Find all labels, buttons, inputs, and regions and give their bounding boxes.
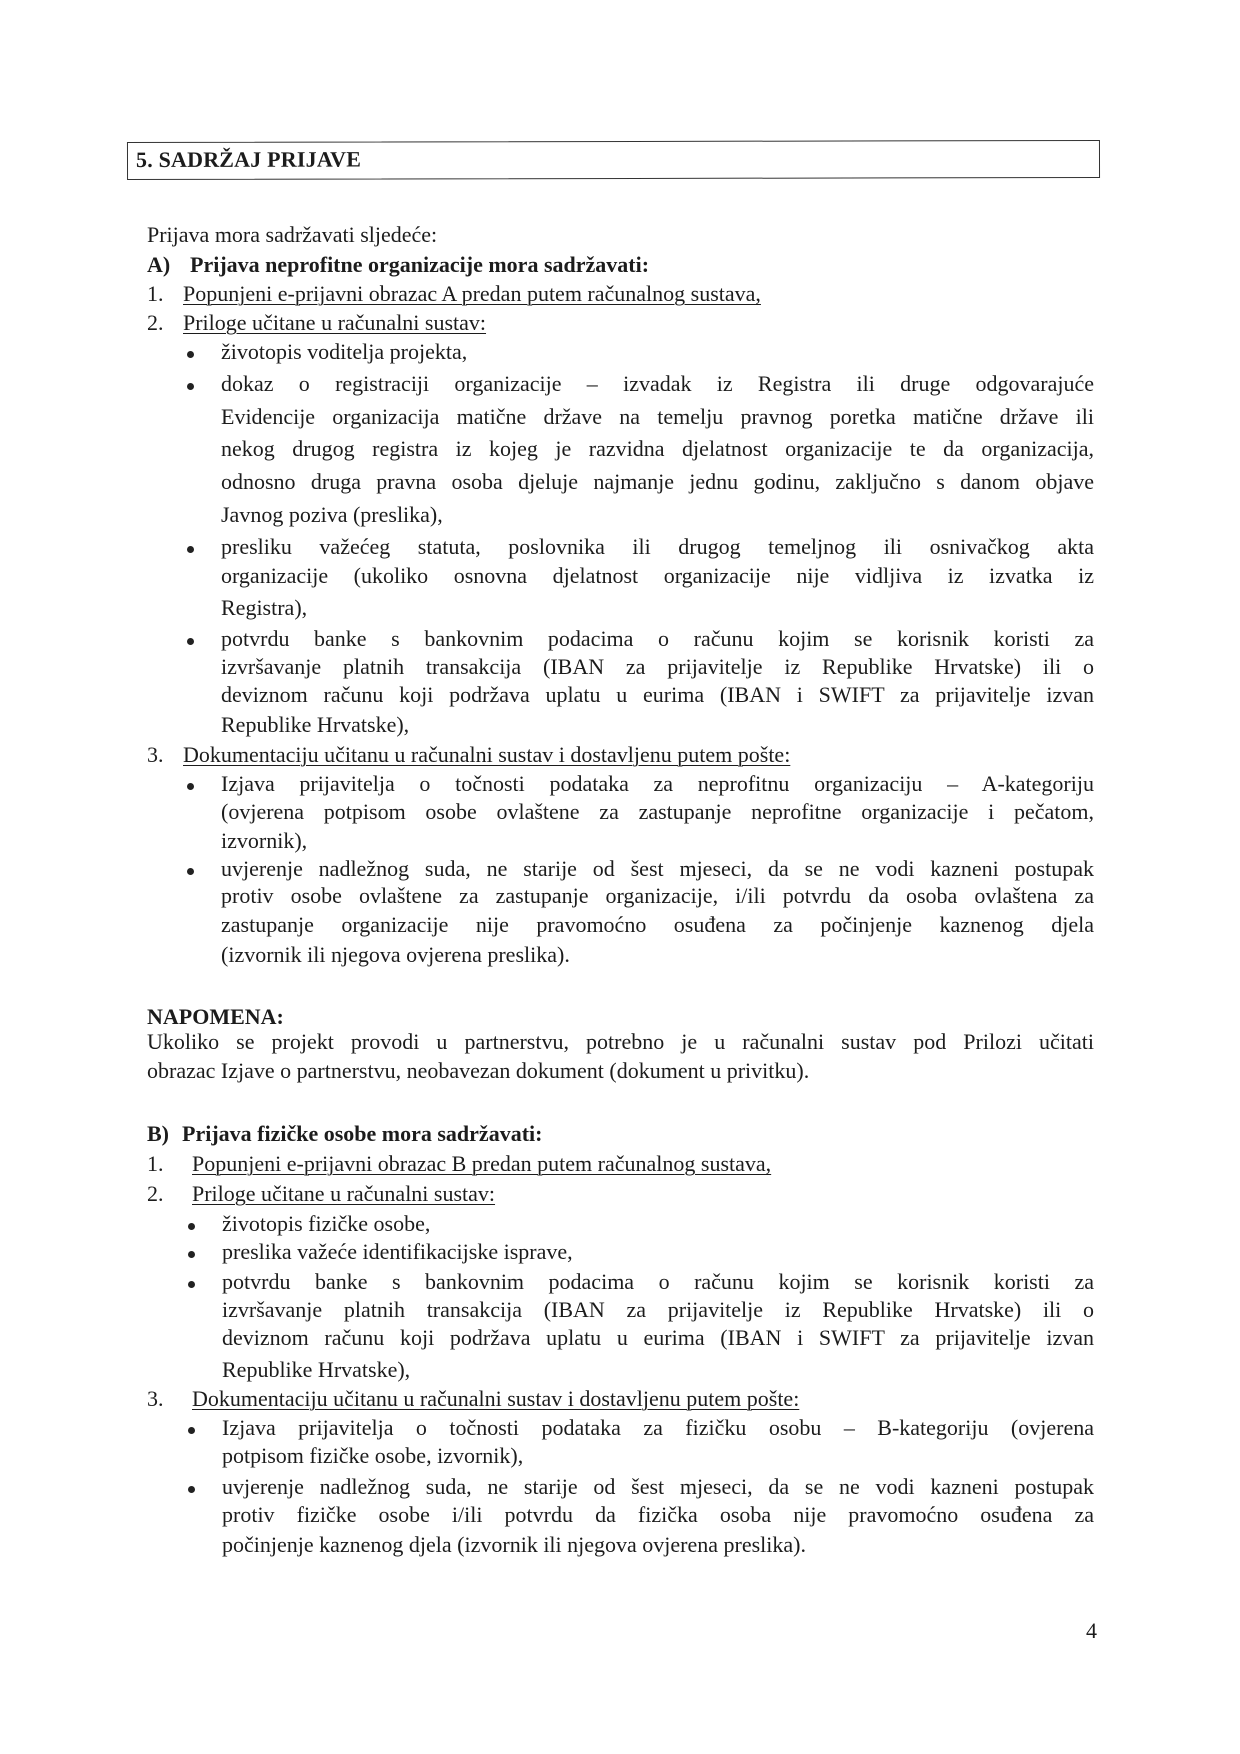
a2-bullet-3-line-2: organizacije (ukoliko osnovna djelatnost organizacije nije vidljiva iz izvatka iz <box>221 563 1094 588</box>
bullet-icon <box>188 1281 195 1288</box>
part-b-marker: B) <box>147 1121 169 1146</box>
b2-bullet-3-line-4: Republike Hrvatske), <box>222 1357 411 1382</box>
a3-bullet-2-line-2: protiv osobe ovlaštene za zastupanje organizacije, i/ili potvrdu da osoba ovlaštena za <box>221 883 1094 908</box>
a3-bullet-2-line-1: uvjerenje nadležnog suda, ne starije od šest mjeseci, da se ne vodi kazneni postupak <box>221 856 1094 881</box>
a2-bullet-1-line-1: životopis voditelja projekta, <box>221 339 468 364</box>
section-title-box <box>127 140 1100 180</box>
a3-bullet-1-line-1: Izjava prijavitelja o točnosti podataka za neprofitnu organizaciju – A-kategoriju <box>221 771 1094 796</box>
part-b-item-2-number: 2. <box>147 1181 164 1206</box>
a2-bullet-3-line-1: presliku važećeg statuta, poslovnika ili drugog temeljnog ili osnivačkog akta <box>221 534 1094 559</box>
part-a-marker: A) <box>147 252 171 277</box>
bullet-icon <box>187 383 194 390</box>
bullet-icon <box>187 783 194 790</box>
part-b-item-3-label: Dokumentaciju učitanu u računalni sustav i dostavljenu putem pošte: <box>192 1386 800 1411</box>
bullet-icon <box>187 638 194 645</box>
note-line-1: Ukoliko se projekt provodi u partnerstvu, potrebno je u računalni sustav pod Prilozi učitati <box>147 1029 1094 1054</box>
bullet-icon <box>187 868 194 875</box>
a2-bullet-4-line-1: potvrdu banke s bankovnim podacima o računu kojim se korisnik koristi za <box>221 626 1094 651</box>
part-b-heading: Prijava fizičke osobe mora sadržavati: <box>182 1121 543 1146</box>
b2-bullet-3-line-1: potvrdu banke s bankovnim podacima o računu kojim se korisnik koristi za <box>222 1269 1094 1294</box>
b3-bullet-2-line-3: počinjenje kaznenog djela (izvornik ili njegova ovjerena preslika). <box>222 1532 806 1557</box>
part-b-item-3-number: 3. <box>147 1386 164 1411</box>
b3-bullet-2-line-2: protiv fizičke osobe i/ili potvrdu da fizička osoba nije pravomoćno osuđena za <box>222 1502 1094 1527</box>
bullet-icon <box>187 351 194 358</box>
part-b-item-1-number: 1. <box>147 1151 164 1176</box>
section-title: 5. SADRŽAJ PRIJAVE <box>135 146 362 173</box>
a3-bullet-1-line-3: izvornik), <box>221 828 308 853</box>
part-a-item-3-number: 3. <box>147 742 164 767</box>
b3-bullet-1-line-2: potpisom fizičke osobe, izvornik), <box>222 1443 524 1468</box>
page-number: 4 <box>1086 1618 1097 1643</box>
intro-text: Prijava mora sadržavati sljedeće: <box>147 222 438 247</box>
a3-bullet-2-line-3: zastupanje organizacije nije pravomoćno osuđena za počinjenje kaznenog djela <box>221 912 1094 937</box>
b3-bullet-2-line-1: uvjerenje nadležnog suda, ne starije od šest mjeseci, da se ne vodi kazneni postupak <box>222 1474 1094 1499</box>
a2-bullet-2-line-4: odnosno druga pravna osoba djeluje najmanje jednu godinu, zaključno s danom objave <box>221 469 1094 494</box>
bullet-icon <box>188 1223 195 1230</box>
a2-bullet-2-line-2: Evidencije organizacija matične države na temelju pravnog poretka matične države ili <box>221 404 1094 429</box>
b2-bullet-3-line-2: izvršavanje platnih transakcija (IBAN za prijavitelje iz Republike Hrvatske) ili o <box>222 1297 1094 1322</box>
a3-bullet-2-line-4: (izvornik ili njegova ovjerena preslika). <box>221 942 570 967</box>
bullet-icon <box>188 1427 195 1434</box>
b3-bullet-1-line-1: Izjava prijavitelja o točnosti podataka za fizičku osobu – B-kategoriju (ovjerena <box>222 1415 1094 1440</box>
bullet-icon <box>188 1251 195 1258</box>
part-a-item-1-label: Popunjeni e-prijavni obrazac A predan putem računalnog sustava, <box>183 281 761 306</box>
a2-bullet-2-line-3: nekog drugog registra iz kojeg je razvidna djelatnost organizacije te da organizacija, <box>221 436 1094 461</box>
a2-bullet-4-line-4: Republike Hrvatske), <box>221 712 410 737</box>
part-a-item-3-label: Dokumentaciju učitanu u računalni sustav i dostavljenu putem pošte: <box>183 742 791 767</box>
note-heading: NAPOMENA: <box>147 1004 284 1029</box>
b2-bullet-3-line-3: deviznom računu koji podržava uplatu u eurima (IBAN i SWIFT za prijavitelje izvan <box>222 1325 1094 1350</box>
part-b-item-2-label: Priloge učitane u računalni sustav: <box>192 1181 496 1206</box>
a2-bullet-4-line-3: deviznom računu koji podržava uplatu u eurima (IBAN i SWIFT za prijavitelje izvan <box>221 682 1094 707</box>
bullet-icon <box>188 1486 195 1493</box>
a2-bullet-2-line-1: dokaz o registraciji organizacije – izvadak iz Registra ili druge odgovarajuće <box>221 371 1094 396</box>
part-a-item-2-label: Priloge učitane u računalni sustav: <box>183 310 487 335</box>
a3-bullet-1-line-2: (ovjerena potpisom osobe ovlaštene za zastupanje neprofitne organizacije i pečatom, <box>221 799 1094 824</box>
part-a-heading: Prijava neprofitne organizacije mora sadržavati: <box>190 252 650 277</box>
part-a-item-2-number: 2. <box>147 310 164 335</box>
note-line-2: obrazac Izjave o partnerstvu, neobavezan dokument (dokument u privitku). <box>147 1058 810 1083</box>
a2-bullet-4-line-2: izvršavanje platnih transakcija (IBAN za prijavitelje iz Republike Hrvatske) ili o <box>221 654 1094 679</box>
a2-bullet-3-line-3: Registra), <box>221 595 308 620</box>
b2-bullet-2-line-1: preslika važeće identifikacijske isprave, <box>222 1239 573 1264</box>
part-b-item-1-label: Popunjeni e-prijavni obrazac B predan putem računalnog sustava, <box>192 1151 772 1176</box>
bullet-icon <box>187 546 194 553</box>
b2-bullet-1-line-1: životopis fizičke osobe, <box>222 1211 431 1236</box>
a2-bullet-2-line-5: Javnog poziva (preslika), <box>221 502 443 527</box>
part-a-item-1-number: 1. <box>147 281 164 306</box>
